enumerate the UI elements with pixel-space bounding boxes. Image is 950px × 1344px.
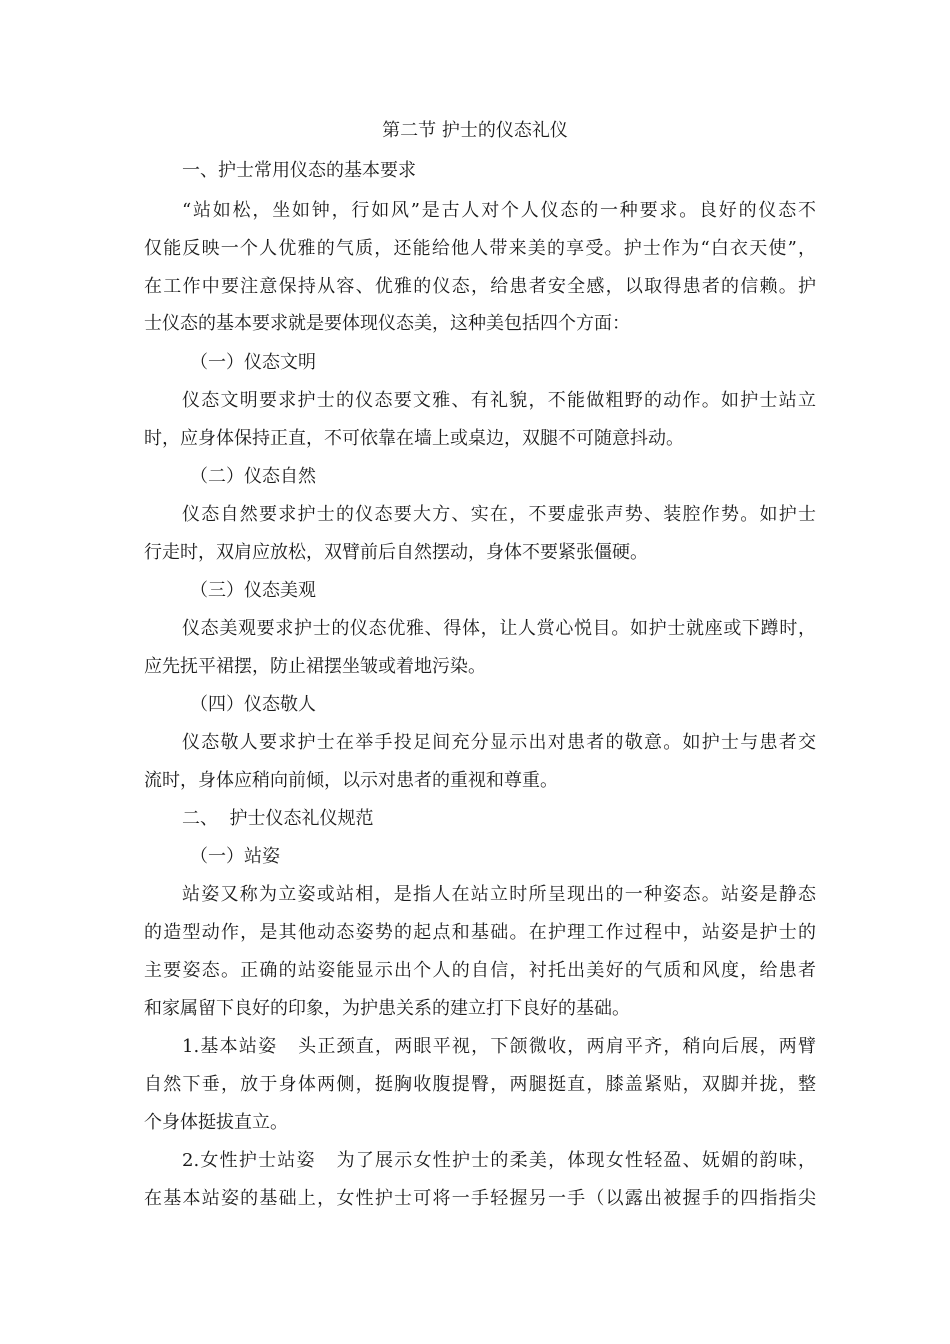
- paragraph-line: 行走时，双肩应放松，双臂前后自然摆动，身体不要紧张僵硬。: [144, 542, 648, 563]
- paragraph-line: 2.女性护士站姿 为了展示女性护士的柔美，体现女性轻盈、妩媚的韵味，: [182, 1150, 816, 1171]
- paragraph-line: 仅能反映一个人优雅的气质，还能给他人带来美的享受。护士作为“白衣天使”，: [144, 238, 816, 259]
- paragraph-line: 仪态敬人要求护士在举手投足间充分显示出对患者的敬意。如护士与患者交: [182, 732, 816, 753]
- paragraph-line: 个身体挺拔直立。: [144, 1112, 288, 1133]
- paragraph-line: 士仪态的基本要求就是要体现仪态美，这种美包括四个方面：: [144, 313, 630, 334]
- subheading: （三）仪态美观: [190, 580, 316, 601]
- paragraph-line: 的造型动作，是其他动态姿势的起点和基础。在护理工作过程中，站姿是护士的: [144, 922, 816, 943]
- section-title: 第二节 护士的仪态礼仪: [382, 120, 568, 141]
- paragraph-line: 时，应身体保持正直，不可依靠在墙上或桌边，双腿不可随意抖动。: [144, 428, 684, 449]
- subheading: （二）仪态自然: [190, 466, 316, 487]
- paragraph-line: 自然下垂，放于身体两侧，挺胸收腹提臀，两腿挺直，膝盖紧贴，双脚并拢，整: [144, 1074, 816, 1095]
- subheading: （一）仪态文明: [190, 352, 316, 373]
- paragraph-line: 流时，身体应稍向前倾，以示对患者的重视和尊重。: [144, 770, 558, 791]
- paragraph-line: 站姿又称为立姿或站相，是指人在站立时所呈现出的一种姿态。站姿是静态: [182, 884, 816, 905]
- paragraph-line: 仪态美观要求护士的仪态优雅、得体，让人赏心悦目。如护士就座或下蹲时，: [182, 618, 816, 639]
- paragraph-line: 在工作中要注意保持从容、优雅的仪态，给患者安全感，以取得患者的信赖。护: [144, 276, 816, 297]
- paragraph-line: 1.基本站姿 头正颈直，两眼平视，下颌微收，两肩平齐，稍向后展，两臂: [182, 1036, 816, 1057]
- paragraph-line: 仪态自然要求护士的仪态要大方、实在，不要虚张声势、装腔作势。如护士: [182, 504, 816, 525]
- heading-2: 二、 护士仪态礼仪规范: [182, 808, 374, 829]
- paragraph-line: 和家属留下良好的印象，为护患关系的建立打下良好的基础。: [144, 998, 630, 1019]
- heading-1: 一、护士常用仪态的基本要求: [182, 160, 416, 181]
- subheading: （一）站姿: [190, 846, 280, 867]
- paragraph-line: “站如松，坐如钟，行如风”是古人对个人仪态的一种要求。良好的仪态不: [182, 200, 816, 221]
- paragraph-line: 仪态文明要求护士的仪态要文雅、有礼貌，不能做粗野的动作。如护士站立: [182, 390, 816, 411]
- paragraph-line: 应先抚平裙摆，防止裙摆坐皱或着地污染。: [144, 656, 486, 677]
- paragraph-line: 在基本站姿的基础上，女性护士可将一手轻握另一手（以露出被握手的四指指尖: [144, 1188, 816, 1209]
- paragraph-line: 主要姿态。正确的站姿能显示出个人的自信，衬托出美好的气质和风度，给患者: [144, 960, 816, 981]
- subheading: （四）仪态敬人: [190, 694, 316, 715]
